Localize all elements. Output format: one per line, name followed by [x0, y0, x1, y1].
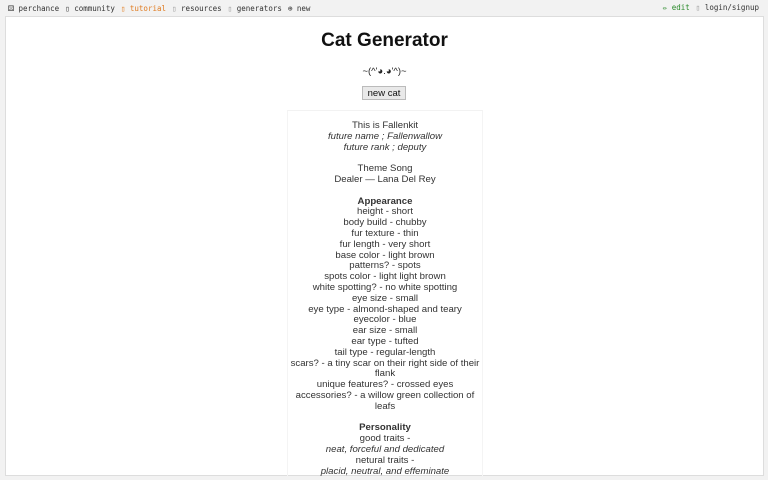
output-line: Theme Song: [357, 163, 413, 175]
output-line: eyecolor - blue: [353, 314, 417, 326]
output-line: Personality: [359, 422, 411, 434]
output-line: ear size - small: [352, 325, 418, 337]
output-line: accessories? - a willow green collection of leafs: [295, 389, 475, 412]
dice-icon: ⚄: [8, 3, 15, 14]
plus-circle-icon: ⊕: [287, 4, 293, 13]
edit-link[interactable]: [663, 3, 690, 12]
tutorial-label: tutorial: [129, 4, 167, 13]
new-label: new: [296, 4, 311, 13]
login-link[interactable]: [696, 3, 759, 12]
output-line: future name ; Fallenwallow: [327, 130, 443, 142]
resources-icon: ▯: [172, 4, 177, 13]
page-title: Cat Generator: [321, 30, 448, 51]
new-link[interactable]: [288, 4, 311, 13]
output-area: [287, 110, 483, 476]
output-line: spots color - light light brown: [324, 271, 446, 283]
resources-label: resources: [181, 4, 222, 13]
login-icon: ▯: [695, 3, 701, 12]
resources-link[interactable]: [172, 4, 222, 13]
generators-icon: ▯: [227, 4, 233, 13]
tutorial-link[interactable]: [121, 4, 166, 13]
output-line: ear type - tufted: [351, 335, 419, 347]
top-nav: [0, 0, 768, 16]
community-label: community: [74, 4, 115, 13]
community-icon: ▯: [65, 4, 70, 13]
output-line: eye type - almond-shaped and teary: [308, 303, 462, 315]
edit-label: edit: [671, 3, 690, 12]
generators-link[interactable]: [228, 4, 282, 13]
output-line: fur texture - thin: [351, 227, 419, 239]
output-line: scars? - a tiny scar on their right side of their flank: [290, 357, 480, 380]
output-line: future rank ; deputy: [343, 141, 427, 153]
login-label: login/signup: [704, 3, 759, 12]
new-cat-button[interactable]: new cat: [362, 86, 406, 100]
output-line: fur length - very short: [339, 238, 431, 250]
community-link[interactable]: [65, 4, 115, 13]
output-line: base color - light brown: [335, 249, 435, 261]
output-line: eye size - small: [351, 292, 419, 304]
output-line: [288, 186, 482, 197]
output-line: body build - chubby: [343, 217, 427, 229]
output-line: unique features? - crossed eyes: [316, 379, 454, 391]
generator-panel: [5, 16, 764, 476]
output-line: white spotting? - no white spotting: [312, 281, 458, 293]
output-line: tail type - regular-length: [334, 346, 436, 358]
generators-label: generators: [236, 4, 282, 13]
output-line: patterns? - spots: [349, 260, 421, 272]
tutorial-icon: ▯: [120, 4, 126, 13]
output-line: neat, forceful and dedicated: [325, 443, 445, 455]
output-line: This is Fallenkit: [351, 120, 419, 131]
perchance-link[interactable]: [8, 3, 59, 14]
pencil-icon: ✏: [662, 3, 668, 12]
output-line: height - short: [357, 206, 413, 218]
output-line: netural traits -: [355, 454, 415, 466]
output-line: Appearance: [357, 195, 413, 207]
output-line: Dealer — Lana Del Rey: [334, 173, 436, 185]
output-line: good traits -: [359, 433, 411, 445]
cat-face: ~(^'◕.◕'^)~: [362, 66, 407, 77]
perchance-label: perchance: [18, 4, 60, 13]
output-line: placid, neutral, and effeminate: [320, 465, 450, 477]
